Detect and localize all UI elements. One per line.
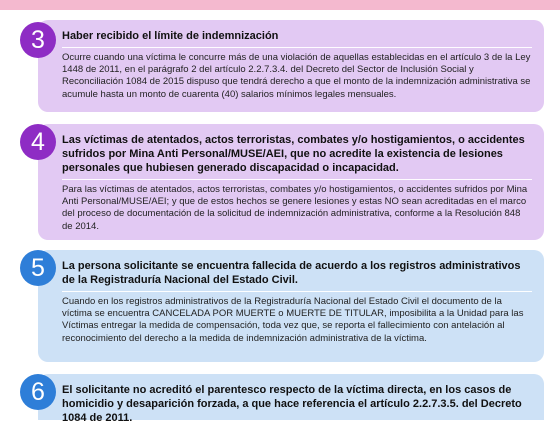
reason-card-4	[31, 124, 544, 240]
reason-body-3: Ocurre cuando una víctima le concurre más de una violación de aquellas establecidas en el artículo 3 de la Ley 1448 de 2011, en el parágrafo 2 del artículo 2.2.7.3.4. del Decreto del Sector de Inclusión Social y Reconciliación 1084 de 2015 dispuso que tendrá derecho a que el monto de la indemnización administrativa se acumule hasta un monto de cuarenta (40) salarios mínimos legales mensuales.	[62, 52, 531, 100]
card-divider	[62, 47, 532, 48]
number-badge-5: 5	[20, 250, 56, 286]
card-divider	[62, 291, 532, 292]
reason-title-4: Las víctimas de atentados, actos terroristas, combates y/o hostigamientos, o accidentes sufridos por Mina Anti Personal/MUSE/AEI, que no acredite la existencia de lesiones personales que hubiesen generado discapacidad o incapacidad.	[62, 134, 525, 174]
reason-title-5: La persona solicitante se encuentra fallecida de acuerdo a los registros administrativos de la Registraduría Nacional del Estado Civil.	[62, 260, 521, 286]
reason-card-6	[31, 374, 544, 424]
reason-body-5: Cuando en los registros administrativos de la Registraduría Nacional del Estado Civil el documento de la víctima se encuentra CANCELADA POR MUERTE o MUERTE DE TITULAR, imposibilita a la Unidad para las Víctimas entregar la medida de compensación, toda vez que, se reporta el fallecimiento con antelación al reconocimiento del derecho a la medida de indemnización administrativa de la víctima.	[62, 296, 524, 344]
number-badge-3: 3	[20, 22, 56, 58]
card-divider	[62, 179, 532, 180]
reason-title-6: El solicitante no acreditó el parentesco respecto de la víctima directa, en los casos de homicidio y desaparición forzada, a que hace referencia el artículo 2.2.7.3.5. del Decreto 1084 de 2011.	[62, 384, 522, 424]
reason-card-5	[31, 250, 544, 362]
reason-card-3	[31, 20, 544, 112]
top-decorative-strip	[0, 0, 560, 10]
number-badge-6: 6	[20, 374, 56, 410]
reason-title-3: Haber recibido el límite de indemnización	[62, 30, 279, 42]
reason-body-4: Para las víctimas de atentados, actos terroristas, combates y/o hostigamientos, o accidentes sufridos por Mina Anti Personal/MUSE/AEI; y que de estos hechos se genere lesiones y estas NO sean acreditadas en el marco del proceso de documentación de la solicitud de indemnización administrativa, conforme a la Resolución 848 de 2014.	[62, 184, 528, 232]
number-badge-4: 4	[20, 124, 56, 160]
